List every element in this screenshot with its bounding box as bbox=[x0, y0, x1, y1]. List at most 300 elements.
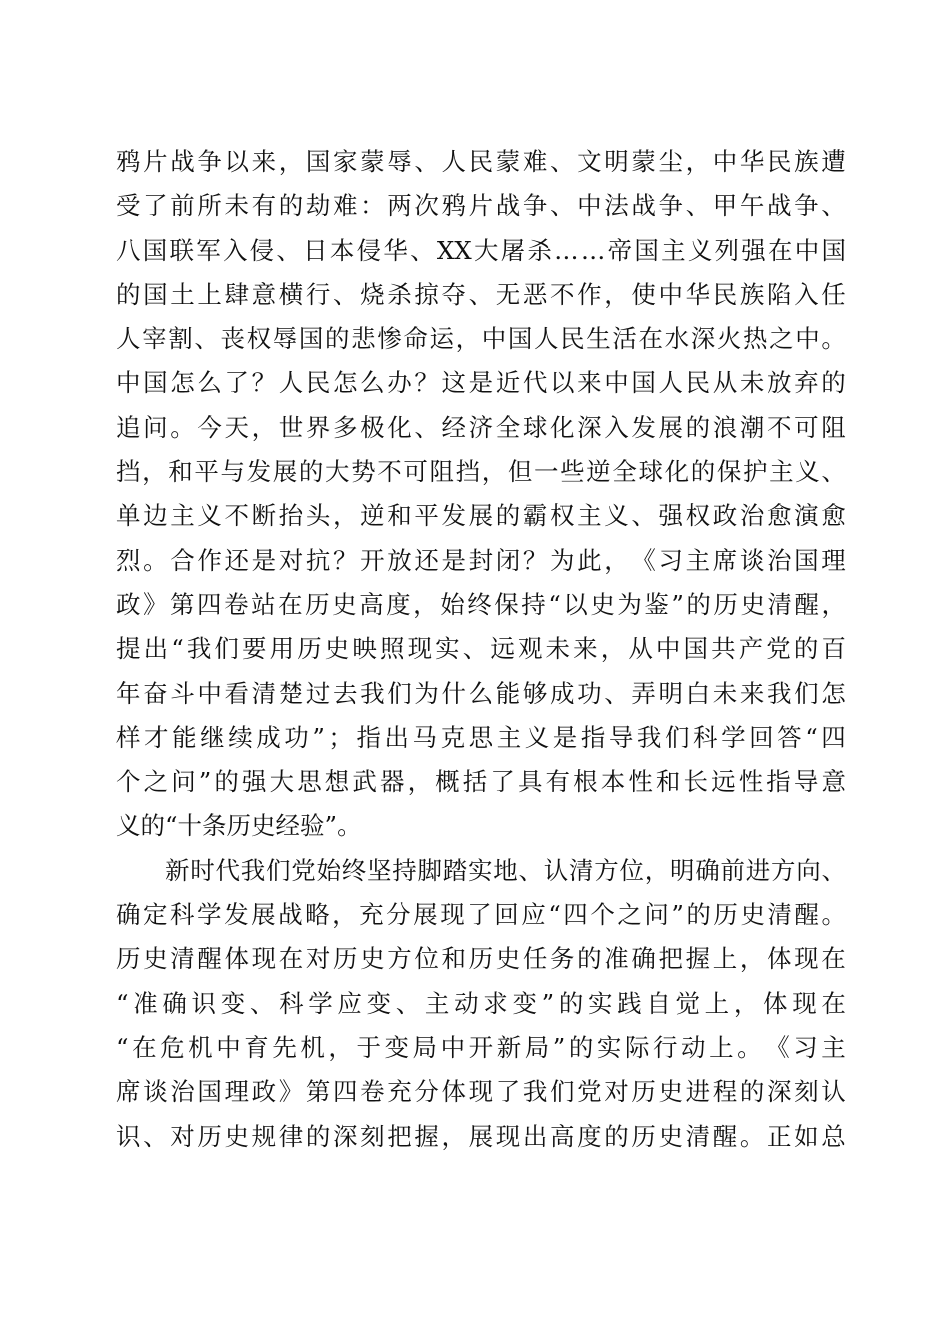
glyph: 战 bbox=[767, 191, 792, 221]
glyph: 过 bbox=[305, 678, 331, 708]
glyph: 们 bbox=[387, 678, 412, 708]
glyph: 可 bbox=[794, 412, 819, 442]
glyph: 、 bbox=[685, 191, 711, 221]
glyph: 现 bbox=[440, 900, 465, 930]
glyph: 局 bbox=[524, 1032, 550, 1062]
glyph: 火 bbox=[716, 324, 742, 354]
glyph: 、 bbox=[194, 324, 219, 354]
glyph: 的 bbox=[278, 191, 304, 221]
glyph: 片 bbox=[468, 191, 494, 221]
glyph: 持 bbox=[392, 855, 417, 885]
glyph: 主 bbox=[661, 235, 686, 265]
glyph: 展 bbox=[413, 900, 438, 930]
glyph: 深 bbox=[767, 1077, 792, 1107]
glyph: 家 bbox=[333, 147, 358, 176]
glyph: 深 bbox=[333, 1121, 358, 1151]
glyph: 、 bbox=[410, 235, 435, 265]
glyph: 来 bbox=[573, 634, 598, 664]
glyph: 国 bbox=[794, 545, 819, 575]
glyph: 战 bbox=[170, 147, 195, 176]
glyph: 头 bbox=[305, 501, 331, 531]
glyph: 践 bbox=[617, 988, 642, 1018]
glyph: 帝 bbox=[607, 235, 633, 265]
glyph: 争 bbox=[197, 147, 222, 176]
glyph: 族 bbox=[794, 147, 819, 176]
glyph: 清 bbox=[569, 855, 594, 885]
glyph: 醒 bbox=[712, 1121, 738, 1151]
paragraph-line bbox=[116, 760, 846, 804]
paragraph-line bbox=[116, 627, 846, 671]
glyph: 本 bbox=[329, 235, 355, 265]
glyph: 括 bbox=[462, 767, 488, 797]
glyph: 、 bbox=[821, 191, 846, 221]
glyph: 样 bbox=[116, 722, 141, 752]
glyph: 在 bbox=[132, 1032, 157, 1062]
glyph: 了 bbox=[490, 767, 515, 797]
glyph: 杀 bbox=[387, 279, 412, 309]
glyph: 学 bbox=[308, 988, 333, 1018]
glyph: 于 bbox=[356, 1032, 381, 1062]
glyph: ， bbox=[441, 1121, 466, 1151]
glyph: 平 bbox=[194, 457, 219, 487]
glyph: 马 bbox=[412, 722, 438, 752]
glyph: 全 bbox=[495, 412, 521, 442]
glyph: 近 bbox=[495, 368, 521, 398]
paragraph-line bbox=[116, 273, 846, 317]
glyph: 认 bbox=[821, 1077, 846, 1107]
glyph: 来 bbox=[577, 368, 602, 398]
glyph: 发 bbox=[246, 457, 272, 487]
glyph: 边 bbox=[143, 501, 168, 531]
glyph: 逆 bbox=[360, 501, 385, 531]
glyph: ， bbox=[604, 279, 629, 309]
glyph: 么 bbox=[468, 678, 494, 708]
glyph: 闭 bbox=[495, 545, 521, 575]
glyph: 《 bbox=[765, 1032, 790, 1062]
glyph: 生 bbox=[586, 324, 611, 354]
glyph: 指 bbox=[356, 722, 381, 752]
glyph: 政 bbox=[712, 501, 738, 531]
glyph: 单 bbox=[116, 501, 141, 531]
glyph: 我 bbox=[636, 722, 662, 752]
glyph: 多 bbox=[333, 412, 358, 442]
glyph: ， bbox=[739, 944, 765, 974]
glyph: 的 bbox=[305, 1121, 331, 1151]
glyph: ： bbox=[360, 191, 385, 221]
glyph: 未 bbox=[545, 634, 571, 664]
glyph: 华 bbox=[383, 235, 408, 265]
glyph: 人 bbox=[278, 368, 304, 398]
glyph: 醒 bbox=[794, 900, 819, 930]
glyph: 战 bbox=[495, 191, 521, 221]
glyph: 国 bbox=[143, 279, 168, 309]
glyph: 准 bbox=[133, 988, 158, 1018]
glyph: 和 bbox=[387, 501, 412, 531]
glyph: 济 bbox=[468, 412, 494, 442]
glyph: 列 bbox=[714, 235, 740, 265]
glyph: 义 bbox=[795, 457, 820, 487]
glyph: 行 bbox=[653, 1032, 678, 1062]
glyph: 民 bbox=[712, 279, 738, 309]
glyph: ， bbox=[142, 457, 167, 487]
glyph: 世 bbox=[278, 412, 304, 442]
glyph: ， bbox=[251, 412, 277, 442]
glyph: 站 bbox=[251, 589, 276, 619]
glyph: 的 bbox=[325, 324, 350, 354]
glyph: 从 bbox=[628, 634, 653, 664]
glyph: 不 bbox=[224, 501, 249, 531]
glyph: 么 bbox=[197, 368, 222, 398]
glyph: 略 bbox=[305, 900, 330, 930]
glyph: 任 bbox=[522, 944, 548, 974]
glyph: ， bbox=[733, 988, 759, 1018]
glyph: ， bbox=[328, 1032, 353, 1062]
glyph: 、 bbox=[468, 279, 494, 309]
glyph: 脚 bbox=[417, 855, 442, 885]
glyph: 劫 bbox=[305, 191, 331, 221]
glyph: 中 bbox=[655, 634, 681, 664]
glyph: 不 bbox=[767, 412, 792, 442]
glyph: 如 bbox=[794, 1121, 819, 1151]
glyph: 的 bbox=[690, 457, 716, 487]
glyph: 展 bbox=[468, 501, 494, 531]
glyph: ， bbox=[821, 589, 846, 619]
glyph: 强 bbox=[658, 501, 683, 531]
glyph: 展 bbox=[468, 1121, 494, 1151]
glyph: 横 bbox=[278, 279, 304, 309]
glyph: 来 bbox=[739, 678, 765, 708]
glyph: 际 bbox=[624, 1032, 650, 1062]
glyph: 体 bbox=[763, 988, 788, 1018]
glyph: ？ bbox=[522, 545, 548, 575]
glyph: ” bbox=[324, 811, 338, 841]
paragraph-line bbox=[116, 1115, 846, 1159]
glyph: 历 bbox=[197, 1121, 222, 1151]
glyph: 中 bbox=[216, 1032, 241, 1062]
glyph: 午 bbox=[739, 191, 765, 221]
glyph: 义 bbox=[524, 722, 550, 752]
glyph: 把 bbox=[658, 944, 683, 974]
glyph: 怎 bbox=[170, 368, 195, 398]
glyph: 史 bbox=[143, 944, 168, 974]
glyph: 的 bbox=[298, 457, 324, 487]
glyph: 大 bbox=[473, 235, 499, 265]
glyph: 阻 bbox=[821, 412, 846, 442]
glyph: ” bbox=[198, 767, 212, 797]
glyph: 回 bbox=[494, 900, 519, 930]
glyph: 确 bbox=[162, 988, 187, 1018]
glyph: 。 bbox=[737, 1032, 762, 1062]
glyph: 终 bbox=[467, 589, 492, 619]
glyph: 十 bbox=[177, 811, 203, 841]
glyph: 义 bbox=[687, 235, 713, 265]
glyph: 共 bbox=[711, 634, 736, 664]
glyph: 挡 bbox=[116, 457, 141, 487]
glyph: 今 bbox=[197, 412, 222, 442]
glyph: 条 bbox=[202, 811, 227, 841]
glyph: 向 bbox=[796, 855, 821, 885]
glyph: 治 bbox=[739, 501, 765, 531]
glyph: 史 bbox=[740, 589, 765, 619]
glyph: 政 bbox=[251, 1077, 277, 1107]
glyph: 变 bbox=[512, 988, 537, 1018]
glyph: 。 bbox=[170, 412, 195, 442]
paragraph-line bbox=[116, 406, 846, 450]
glyph: 踏 bbox=[442, 855, 468, 885]
glyph: 民 bbox=[560, 324, 585, 354]
glyph: 席 bbox=[116, 1077, 141, 1107]
glyph: 学 bbox=[197, 900, 222, 930]
glyph: 出 bbox=[143, 634, 169, 664]
glyph: 族 bbox=[739, 279, 765, 309]
glyph: 概 bbox=[435, 767, 460, 797]
glyph: 些 bbox=[560, 457, 585, 487]
glyph: 够 bbox=[522, 678, 548, 708]
glyph: 能 bbox=[172, 722, 197, 752]
glyph: 霸 bbox=[522, 501, 548, 531]
glyph: 强 bbox=[741, 235, 766, 265]
glyph: 任 bbox=[821, 279, 846, 309]
glyph: 之 bbox=[617, 900, 642, 930]
glyph: 肆 bbox=[224, 279, 249, 309]
glyph: 为 bbox=[414, 678, 439, 708]
glyph: 》 bbox=[278, 1077, 304, 1107]
glyph: 的 bbox=[793, 634, 819, 664]
glyph: 照 bbox=[379, 634, 405, 664]
glyph: 对 bbox=[604, 1077, 629, 1107]
glyph: 所 bbox=[197, 191, 222, 221]
glyph: 是 bbox=[441, 545, 466, 575]
glyph: 新 bbox=[165, 855, 190, 885]
glyph: 分 bbox=[386, 900, 411, 930]
glyph: 阻 bbox=[429, 457, 454, 487]
glyph: 谈 bbox=[143, 1077, 168, 1107]
glyph: ， bbox=[332, 900, 357, 930]
glyph: 现 bbox=[468, 1077, 494, 1107]
glyph: 理 bbox=[224, 1077, 249, 1107]
glyph: 清 bbox=[685, 1121, 711, 1151]
glyph: ， bbox=[333, 501, 358, 531]
glyph: 上 bbox=[709, 1032, 734, 1062]
glyph: 现 bbox=[792, 988, 817, 1018]
glyph: 国 bbox=[142, 235, 168, 265]
glyph: 的 bbox=[568, 1032, 594, 1062]
glyph: 保 bbox=[716, 457, 742, 487]
glyph: 意 bbox=[821, 767, 846, 797]
glyph: 民 bbox=[685, 368, 711, 398]
glyph: 握 bbox=[685, 944, 711, 974]
glyph: ， bbox=[644, 855, 670, 885]
glyph: 进 bbox=[745, 855, 771, 885]
glyph: 未 bbox=[739, 368, 765, 398]
glyph: 百 bbox=[821, 634, 846, 664]
glyph: 和 bbox=[168, 457, 193, 487]
glyph: 映 bbox=[352, 634, 377, 664]
glyph: 挡 bbox=[455, 457, 481, 487]
glyph: 中 bbox=[712, 147, 738, 176]
glyph: 护 bbox=[743, 457, 768, 487]
glyph: 。 bbox=[739, 1121, 765, 1151]
glyph: ， bbox=[685, 147, 711, 176]
glyph: 军 bbox=[196, 235, 221, 265]
glyph: 放 bbox=[767, 368, 792, 398]
glyph: 的 bbox=[140, 811, 165, 841]
glyph: 屠 bbox=[500, 235, 526, 265]
glyph: 惨 bbox=[377, 324, 402, 354]
glyph: 国 bbox=[821, 235, 846, 265]
glyph: ” bbox=[552, 1032, 566, 1062]
glyph: 我 bbox=[522, 1077, 548, 1107]
glyph: 主 bbox=[685, 545, 711, 575]
glyph: 党 bbox=[766, 634, 791, 664]
glyph: 总 bbox=[821, 1121, 846, 1151]
glyph: 想 bbox=[324, 767, 350, 797]
glyph: … bbox=[554, 235, 579, 265]
glyph: 个 bbox=[590, 900, 615, 930]
glyph: 在 bbox=[768, 235, 793, 265]
glyph: 方 bbox=[594, 855, 619, 885]
glyph: 方 bbox=[387, 944, 412, 974]
glyph: 代 bbox=[522, 368, 548, 398]
glyph: 党 bbox=[577, 1077, 602, 1107]
glyph: 遭 bbox=[821, 147, 846, 176]
glyph: “ bbox=[548, 900, 561, 930]
glyph: 为 bbox=[550, 545, 575, 575]
glyph: 以 bbox=[563, 589, 588, 619]
glyph: ？ bbox=[333, 545, 358, 575]
glyph: 根 bbox=[573, 767, 598, 797]
glyph: 度 bbox=[577, 1121, 602, 1151]
glyph: 。 bbox=[337, 811, 362, 841]
glyph: 次 bbox=[414, 191, 439, 221]
glyph: 先 bbox=[272, 1032, 297, 1062]
glyph: 分 bbox=[414, 1077, 439, 1107]
glyph: 斗 bbox=[170, 678, 195, 708]
glyph: 中 bbox=[440, 1032, 466, 1062]
glyph: 中 bbox=[577, 191, 602, 221]
glyph: “ bbox=[548, 589, 561, 619]
glyph: 变 bbox=[366, 988, 392, 1018]
glyph: 经 bbox=[441, 412, 466, 442]
paragraph-line bbox=[116, 317, 846, 361]
glyph: 受 bbox=[116, 191, 141, 221]
glyph: 危 bbox=[160, 1032, 185, 1062]
glyph: 的 bbox=[558, 988, 584, 1018]
glyph: 历 bbox=[468, 944, 494, 974]
glyph: 化 bbox=[550, 412, 575, 442]
glyph: 意 bbox=[251, 279, 277, 309]
glyph: 、 bbox=[414, 147, 439, 176]
glyph: 为 bbox=[617, 589, 642, 619]
glyph: 全 bbox=[612, 457, 637, 487]
glyph: 国 bbox=[683, 634, 708, 664]
glyph: 、 bbox=[604, 678, 629, 708]
glyph: 们 bbox=[550, 1077, 575, 1107]
glyph: 界 bbox=[305, 412, 331, 442]
glyph: 民 bbox=[468, 147, 494, 176]
glyph: 球 bbox=[522, 412, 548, 442]
paragraph-line bbox=[116, 849, 846, 893]
glyph: 思 bbox=[468, 722, 494, 752]
glyph: 大 bbox=[325, 457, 350, 487]
glyph: 主 bbox=[496, 722, 522, 752]
glyph: 史 bbox=[740, 900, 765, 930]
glyph: 历 bbox=[333, 944, 358, 974]
glyph: 四 bbox=[333, 1077, 358, 1107]
glyph: 此 bbox=[577, 545, 602, 575]
glyph: 的 bbox=[686, 900, 711, 930]
glyph: 对 bbox=[278, 545, 304, 575]
glyph: 清 bbox=[170, 944, 195, 974]
paragraph-line bbox=[116, 716, 846, 760]
glyph: 大 bbox=[269, 767, 295, 797]
glyph: 愈 bbox=[767, 501, 792, 531]
glyph: 席 bbox=[712, 545, 738, 575]
glyph: 治 bbox=[767, 545, 792, 575]
glyph: 奋 bbox=[143, 678, 168, 708]
glyph: 日 bbox=[303, 235, 328, 265]
glyph: 继 bbox=[200, 722, 225, 752]
glyph: 深 bbox=[577, 412, 602, 442]
paragraph-line bbox=[116, 893, 846, 937]
glyph: 、 bbox=[550, 147, 575, 176]
glyph: 习 bbox=[793, 1032, 818, 1062]
glyph: 国 bbox=[298, 324, 324, 354]
glyph: 习 bbox=[658, 545, 683, 575]
glyph: 命 bbox=[403, 324, 428, 354]
glyph: 华 bbox=[685, 279, 711, 309]
glyph: 、 bbox=[631, 501, 656, 531]
glyph: 远 bbox=[711, 767, 736, 797]
glyph: 高 bbox=[359, 589, 384, 619]
glyph: 人 bbox=[534, 324, 559, 354]
glyph: 民 bbox=[767, 147, 792, 176]
glyph: 这 bbox=[441, 368, 466, 398]
glyph: 。 bbox=[821, 324, 846, 354]
glyph: 和 bbox=[655, 767, 681, 797]
glyph: 史 bbox=[332, 589, 357, 619]
glyph: 指 bbox=[580, 722, 606, 752]
glyph: 化 bbox=[664, 457, 690, 487]
glyph: 作 bbox=[577, 279, 602, 309]
glyph: 不 bbox=[377, 457, 402, 487]
glyph: 度 bbox=[386, 589, 411, 619]
glyph: 育 bbox=[244, 1032, 269, 1062]
glyph: ” bbox=[671, 900, 684, 930]
paragraph-line bbox=[116, 672, 846, 716]
glyph: 《 bbox=[631, 545, 656, 575]
glyph: 、 bbox=[550, 191, 575, 221]
glyph: 法 bbox=[604, 191, 629, 221]
glyph: 、 bbox=[143, 1121, 168, 1151]
glyph: 的 bbox=[821, 368, 846, 398]
glyph: 认 bbox=[543, 855, 569, 885]
glyph: 发 bbox=[631, 412, 656, 442]
glyph: 中 bbox=[481, 324, 507, 354]
glyph: 明 bbox=[670, 855, 695, 885]
glyph: 思 bbox=[297, 767, 322, 797]
glyph: 主 bbox=[577, 501, 602, 531]
glyph: 时 bbox=[190, 855, 215, 885]
glyph: 》 bbox=[143, 589, 168, 619]
glyph: ？ bbox=[251, 368, 277, 398]
glyph: 愈 bbox=[821, 501, 846, 531]
glyph: 抬 bbox=[278, 501, 304, 531]
glyph: 演 bbox=[794, 501, 819, 531]
glyph: 热 bbox=[743, 324, 768, 354]
glyph: 刻 bbox=[360, 1121, 385, 1151]
glyph: 是 bbox=[552, 722, 578, 752]
